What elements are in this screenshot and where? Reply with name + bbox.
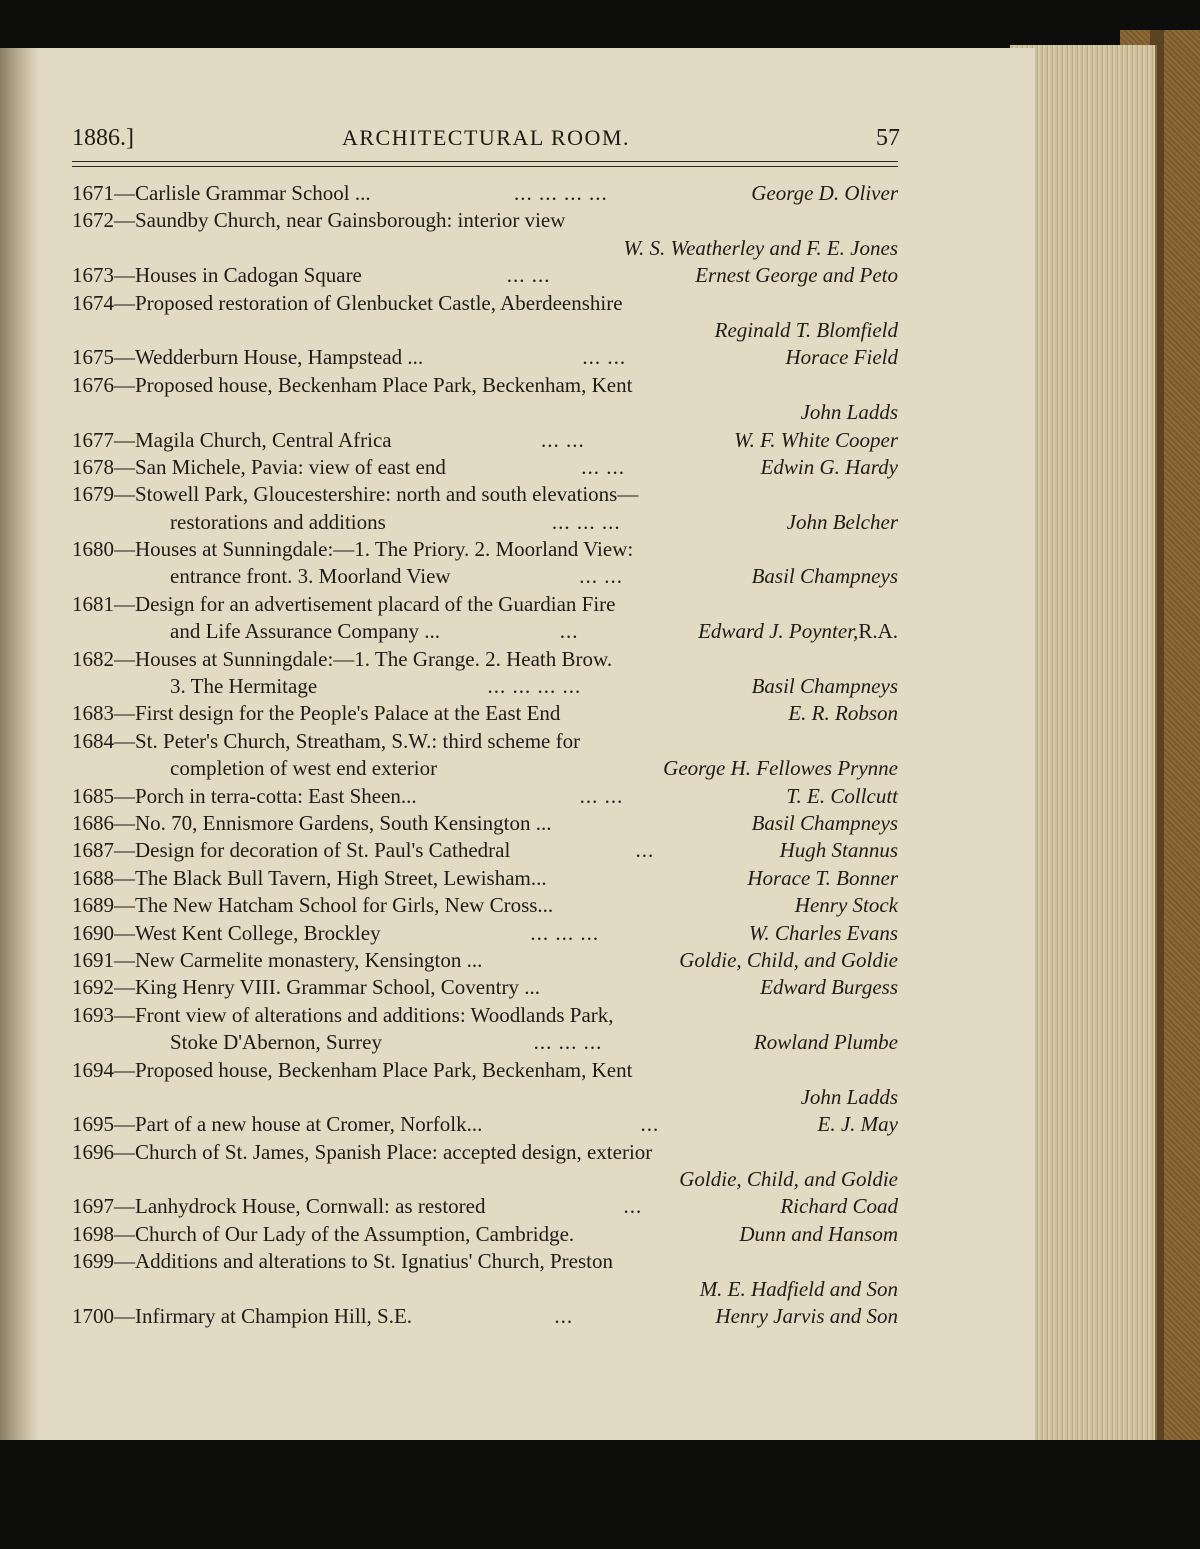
entry-architect: John Ladds <box>800 400 898 425</box>
entry-architect: M. E. Hadfield and Son <box>699 1276 898 1301</box>
entry-line <box>72 892 898 919</box>
running-head <box>72 125 900 165</box>
leader-dots: ... ... <box>581 454 626 479</box>
entry-line <box>72 207 898 234</box>
entry-number: 1679— <box>72 482 135 507</box>
leader-dots: ... ... <box>506 263 551 288</box>
header-title: ARCHITECTURAL ROOM. <box>341 125 631 150</box>
entry-title: Wedderburn House, Hampstead ... <box>135 345 424 370</box>
entry-line <box>72 728 898 755</box>
catalogue-entry <box>72 700 898 727</box>
entry-number: 1687— <box>72 838 135 863</box>
catalogue-entry <box>72 591 898 646</box>
entry-line <box>72 1139 898 1166</box>
catalogue-entry <box>72 1057 898 1112</box>
entry-number: 1680— <box>72 537 135 562</box>
entry-architect: Basil Champneys <box>751 674 898 699</box>
catalogue-entry <box>72 646 898 701</box>
entry-architect: John Ladds <box>800 1084 898 1109</box>
leader-dots: ... ... <box>540 427 585 452</box>
catalogue-entry <box>72 837 898 864</box>
entry-title: The New Hatcham School for Girls, New Cross... <box>135 893 554 918</box>
entry-line <box>72 536 898 563</box>
entry-architect: John Belcher <box>786 509 898 534</box>
page-number: 57 <box>876 125 900 151</box>
catalogue-entry <box>72 892 898 919</box>
catalogue-entry <box>72 1002 898 1057</box>
entry-title: Houses in Cadogan Square <box>135 263 362 288</box>
catalogue-entry <box>72 1139 898 1194</box>
entry-title: Part of a new house at Cromer, Norfolk... <box>135 1112 483 1137</box>
entry-line <box>72 481 898 508</box>
entry-architect: Goldie, Child, and Goldie <box>679 1167 898 1192</box>
entry-number: 1675— <box>72 345 135 370</box>
catalogue-entry <box>72 344 898 371</box>
catalogue-entry <box>72 865 898 892</box>
entry-line <box>72 646 898 673</box>
header-year: 1886.] <box>72 125 134 151</box>
entry-line <box>72 399 898 426</box>
entry-architect: Henry Jarvis and Son <box>715 1304 898 1329</box>
entry-title: Porch in terra-cotta: East Sheen... <box>135 783 417 808</box>
entry-line <box>72 1276 898 1303</box>
entry-title-continued: entrance front. 3. Moorland View <box>170 564 451 589</box>
entry-line <box>72 1248 898 1275</box>
entry-line <box>72 235 898 262</box>
entry-title: Front view of alterations and additions: Woodlands Park, <box>135 1002 614 1027</box>
leader-dots: ... <box>635 838 655 863</box>
entry-line <box>72 700 898 727</box>
catalogue-entry <box>72 372 898 427</box>
catalogue-entry <box>72 207 898 262</box>
entry-number: 1685— <box>72 783 135 808</box>
catalogue-entry <box>72 454 898 481</box>
entry-number: 1682— <box>72 646 135 671</box>
entry-title: Stowell Park, Gloucestershire: north and south elevations— <box>135 482 639 507</box>
entry-architect: Goldie, Child, and Goldie <box>679 947 898 972</box>
entry-title-continued: 3. The Hermitage <box>170 674 318 699</box>
entry-line <box>72 563 898 590</box>
catalogue-entry <box>72 974 898 1001</box>
entry-architect: Richard Coad <box>780 1194 898 1219</box>
entry-title: Lanhydrock House, Cornwall: as restored <box>135 1194 486 1219</box>
entry-title: Proposed restoration of Glenbucket Castle, Aberdeenshire <box>135 290 623 315</box>
leader-dots: ... ... ... ... <box>514 181 608 205</box>
entry-title: Magila Church, Central Africa <box>135 427 392 452</box>
entry-title: West Kent College, Brockley <box>135 920 381 945</box>
entry-title-continued: completion of west end exterior <box>170 756 438 781</box>
entry-line <box>72 618 898 645</box>
entry-number: 1674— <box>72 290 135 315</box>
entry-number: 1676— <box>72 372 135 397</box>
entry-number: 1677— <box>72 427 135 452</box>
catalogue-entry <box>72 262 898 289</box>
entry-line <box>72 1111 898 1138</box>
entry-line <box>72 317 898 344</box>
entry-line <box>72 1002 898 1029</box>
entry-title: Saundby Church, near Gainsborough: interior view <box>135 208 566 233</box>
catalogue-entry <box>72 810 898 837</box>
entry-architect: W. F. White Cooper <box>734 427 898 452</box>
entry-title: St. Peter's Church, Streatham, S.W.: third scheme for <box>135 728 581 753</box>
entry-line <box>72 1193 898 1220</box>
entry-number: 1698— <box>72 1221 135 1246</box>
entry-architect: Henry Stock <box>794 893 898 918</box>
entry-line <box>72 1303 898 1330</box>
entry-title: No. 70, Ennismore Gardens, South Kensington ... <box>135 810 552 835</box>
entry-line <box>72 837 898 864</box>
entry-number: 1693— <box>72 1002 135 1027</box>
entry-line <box>72 974 898 1001</box>
catalogue-entry <box>72 180 898 207</box>
entry-title: San Michele, Pavia: view of east end <box>135 454 446 479</box>
entry-architect: W. S. Weatherley and F. E. Jones <box>623 235 898 260</box>
entry-architect: Hugh Stannus <box>779 838 898 863</box>
entry-number: 1684— <box>72 728 135 753</box>
entry-title: The Black Bull Tavern, High Street, Lewisham... <box>135 865 547 890</box>
entry-architect: George H. Fellowes Prynne <box>663 756 898 781</box>
entry-architect: Basil Champneys <box>751 564 898 589</box>
header-rule <box>72 161 898 162</box>
entry-number: 1678— <box>72 454 135 479</box>
entry-line <box>72 1084 898 1111</box>
entry-line <box>72 947 898 974</box>
entry-title: First design for the People's Palace at the East End <box>135 701 561 726</box>
entry-number: 1697— <box>72 1194 135 1219</box>
entry-architect: Rowland Plumbe <box>753 1030 898 1055</box>
entry-line <box>72 427 898 454</box>
entry-number: 1691— <box>72 947 135 972</box>
leader-dots: ... ... ... <box>530 920 600 945</box>
entry-title: Houses at Sunningdale:—1. The Priory. 2. Moorland View: <box>135 537 634 562</box>
entry-architect: Ernest George and Peto <box>695 263 898 288</box>
entry-line <box>72 454 898 481</box>
entry-number: 1673— <box>72 263 135 288</box>
catalogue-entry <box>72 728 898 783</box>
catalogue-entry <box>72 783 898 810</box>
entry-architect: E. R. Robson <box>788 701 898 726</box>
leader-dots: ... ... ... <box>551 509 621 534</box>
entry-number: 1694— <box>72 1057 135 1082</box>
entry-title-continued: restorations and additions <box>170 509 386 534</box>
entry-number: 1683— <box>72 701 135 726</box>
entry-number: 1692— <box>72 975 135 1000</box>
entry-number: 1671— <box>72 181 135 205</box>
entry-architect: T. E. Collcutt <box>786 783 898 808</box>
entry-title-continued: and Life Assurance Company ... <box>170 619 441 644</box>
leader-dots: ... <box>554 1304 574 1329</box>
entry-line <box>72 755 898 782</box>
catalogue-entry <box>72 1111 898 1138</box>
entry-number: 1699— <box>72 1249 135 1274</box>
entry-title: Proposed house, Beckenham Place Park, Beckenham, Kent <box>135 372 633 397</box>
entry-number: 1696— <box>72 1139 135 1164</box>
entry-title: Houses at Sunningdale:—1. The Grange. 2. Heath Brow. <box>135 646 613 671</box>
entry-architect: Edward Burgess <box>760 975 898 1000</box>
catalogue-entry <box>72 1248 898 1303</box>
catalogue-entry <box>72 1193 898 1220</box>
entry-title: Church of St. James, Spanish Place: accepted design, exterior <box>135 1139 653 1164</box>
entry-title: Carlisle Grammar School ... <box>135 181 371 205</box>
catalogue-entry <box>72 947 898 974</box>
leader-dots: ... ... ... <box>533 1030 603 1055</box>
entry-line <box>72 290 898 317</box>
catalogue-entry <box>72 481 898 536</box>
entry-line <box>72 810 898 837</box>
entry-title: Proposed house, Beckenham Place Park, Beckenham, Kent <box>135 1057 633 1082</box>
entry-architect: Edwin G. Hardy <box>760 454 898 479</box>
entry-number: 1689— <box>72 893 135 918</box>
entry-line <box>72 1166 898 1193</box>
entry-title: Design for an advertisement placard of the Guardian Fire <box>135 591 616 616</box>
leader-dots: ... <box>640 1112 660 1137</box>
entry-number: 1695— <box>72 1112 135 1137</box>
catalogue-entries <box>72 180 898 1330</box>
entry-line <box>72 865 898 892</box>
entry-number: 1688— <box>72 865 135 890</box>
catalogue-entry <box>72 1303 898 1330</box>
entry-architect: Horace T. Bonner <box>747 865 898 890</box>
entry-title: New Carmelite monastery, Kensington ... <box>135 947 483 972</box>
entry-line <box>72 673 898 700</box>
entry-architect: Basil Champneys <box>751 810 898 835</box>
leader-dots: ... <box>559 619 579 644</box>
entry-title: Infirmary at Champion Hill, S.E. <box>135 1304 413 1329</box>
entry-number: 1672— <box>72 208 135 233</box>
leader-dots: ... ... <box>579 783 624 808</box>
catalogue-entry <box>72 290 898 345</box>
catalogue-entry <box>72 536 898 591</box>
entry-line <box>72 920 898 947</box>
leader-dots: ... ... <box>579 564 623 589</box>
entry-title: Church of Our Lady of the Assumption, Cambridge. <box>135 1221 575 1246</box>
entry-title-continued: Stoke D'Abernon, Surrey <box>170 1030 382 1055</box>
page-gutter <box>0 48 40 1440</box>
leader-dots: ... ... ... ... <box>487 674 582 699</box>
entry-number: 1681— <box>72 591 135 616</box>
entry-title: Design for decoration of St. Paul's Cathedral <box>135 838 511 863</box>
entry-architect: Dunn and Hansom <box>739 1221 898 1246</box>
entry-number: 1700— <box>72 1304 135 1329</box>
catalogue-entry <box>72 427 898 454</box>
architect-suffix: R.A. <box>858 619 898 644</box>
entry-title: King Henry VIII. Grammar School, Coventry ... <box>135 975 540 1000</box>
entry-line <box>72 509 898 536</box>
entry-line <box>72 591 898 618</box>
entry-line <box>72 372 898 399</box>
entry-title: Additions and alterations to St. Ignatius' Church, Preston <box>135 1249 613 1274</box>
entry-line <box>72 1029 898 1056</box>
entry-architect: E. J. May <box>817 1112 898 1137</box>
entry-line <box>72 783 898 810</box>
catalogue-entry <box>72 920 898 947</box>
catalogue-entry <box>72 1221 898 1248</box>
entry-line <box>72 344 898 371</box>
background-band <box>0 1440 1200 1549</box>
entry-line <box>72 262 898 289</box>
entry-architect: W. Charles Evans <box>748 920 898 945</box>
entry-line <box>72 1057 898 1084</box>
entry-line <box>72 180 898 207</box>
leader-dots: ... <box>623 1194 643 1219</box>
entry-architect: Horace Field <box>785 345 898 370</box>
entry-number: 1686— <box>72 810 135 835</box>
leader-dots: ... ... <box>582 345 627 370</box>
entry-architect: Edward J. Poynter, <box>698 619 859 644</box>
header-rule-thin <box>72 166 898 167</box>
entry-architect: Reginald T. Blomfield <box>714 317 898 342</box>
entry-architect: George D. Oliver <box>751 181 898 205</box>
entry-number: 1690— <box>72 920 135 945</box>
entry-line <box>72 1221 898 1248</box>
